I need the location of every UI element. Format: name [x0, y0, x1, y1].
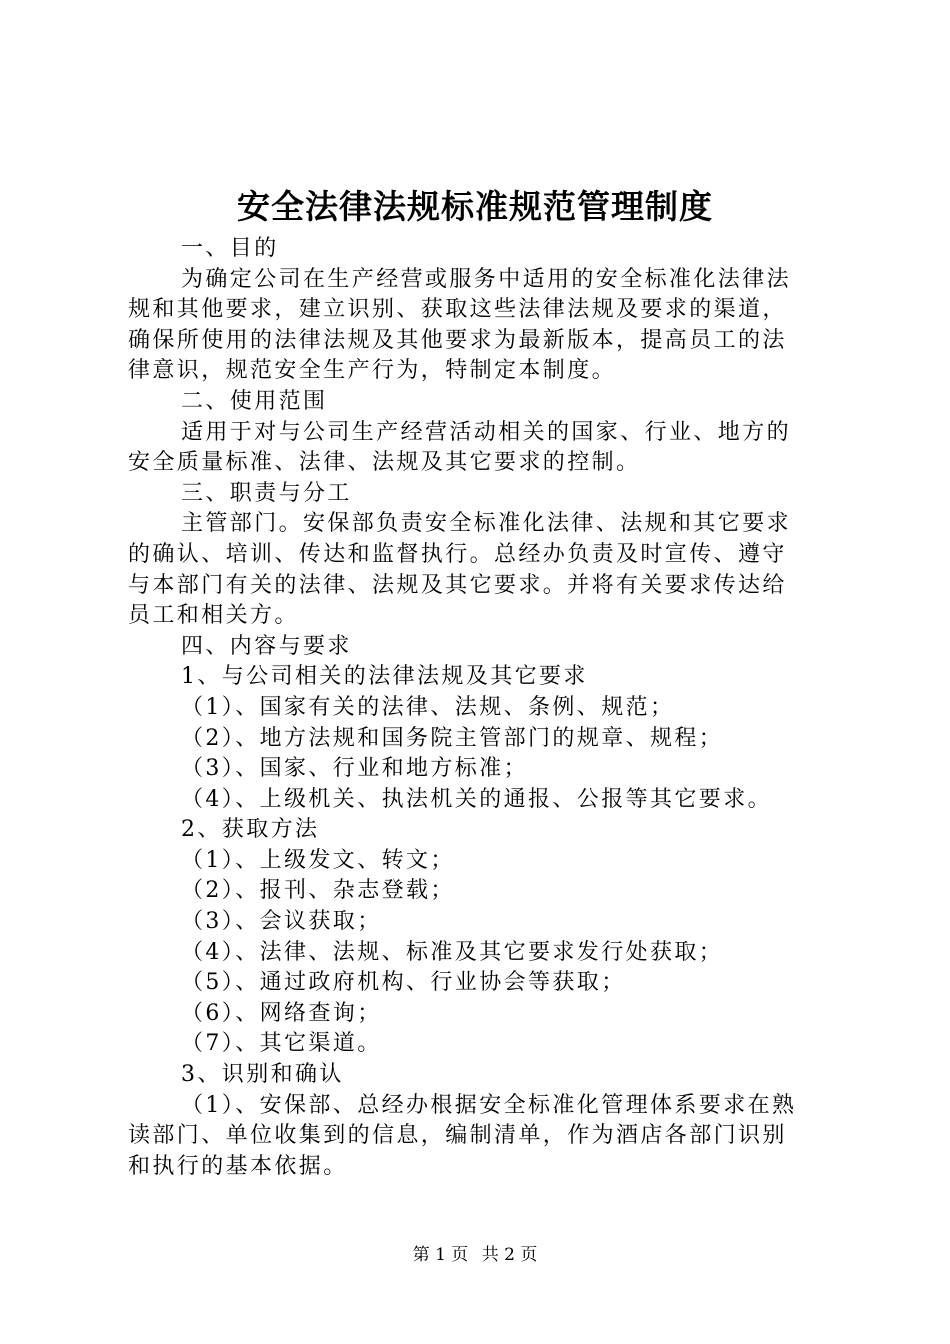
- text-line: （1）、上级发文、转文；: [181, 847, 455, 873]
- text-line: （2）、报刊、杂志登载；: [181, 878, 455, 904]
- text-line: 和执行的基本依据。: [128, 1153, 348, 1179]
- document-title: 安全法律法规标准规范管理制度: [237, 187, 713, 226]
- text-line: 二、使用范围: [181, 388, 328, 414]
- page-footer: [0, 1243, 950, 1267]
- page-number: 第 1 页: [412, 1245, 469, 1265]
- text-line: （4）、法律、法规、标准及其它要求发行处获取；: [181, 939, 724, 965]
- text-line: 适用于对与公司生产经营活动相关的国家、行业、地方的: [181, 419, 792, 445]
- text-line: 一、目的: [181, 236, 279, 261]
- text-line: 3、识别和确认: [181, 1062, 344, 1088]
- text-line: 1、与公司相关的法律法规及其它要求: [181, 664, 588, 690]
- text-line: 确保所使用的法律法规及其他要求为最新版本，提高员工的法: [128, 327, 787, 353]
- page-total: 共 2 页: [481, 1245, 538, 1265]
- text-line: 为确定公司在生产经营或服务中适用的安全标准化法律法: [181, 266, 792, 292]
- text-line: （1）、国家有关的法律、法规、条例、规范；: [181, 694, 675, 720]
- text-line: （3）、会议获取；: [181, 909, 382, 935]
- document-body: [128, 234, 830, 1182]
- text-line: 的确认、培训、传达和监督执行。总经办负责及时宣传、遵守: [128, 541, 787, 567]
- text-line: （2）、地方法规和国务院主管部门的规章、规程；: [181, 725, 724, 751]
- text-line: 员工和相关方。: [128, 603, 299, 629]
- text-line: （3）、国家、行业和地方标准；: [181, 756, 528, 782]
- text-line: 2、获取方法: [181, 817, 320, 843]
- text-line: 四、内容与要求: [181, 633, 352, 659]
- text-line: 与本部门有关的法律、法规及其它要求。并将有关要求传达给: [128, 572, 787, 598]
- text-line: 规和其他要求，建立识别、获取这些法律法规及要求的渠道，: [128, 297, 787, 323]
- text-line: （5）、通过政府机构、行业协会等获取；: [181, 970, 626, 996]
- text-line: 安全质量标准、法律、法规及其它要求的控制。: [128, 450, 641, 476]
- text-line: 读部门、单位收集到的信息，编制清单，作为酒店各部门识别: [128, 1123, 787, 1149]
- text-line: （4）、上级机关、执法机关的通报、公报等其它要求。: [181, 786, 772, 812]
- text-line: 主管部门。安保部负责安全标准化法律、法规和其它要求: [181, 511, 792, 537]
- text-line: （1）、安保部、总经办根据安全标准化管理体系要求在熟: [181, 1092, 797, 1118]
- text-line: 律意识，规范安全生产行为，特制定本制度。: [128, 358, 617, 384]
- text-line: （7）、其它渠道。: [181, 1031, 382, 1057]
- text-line: （6）、网络查询；: [181, 1000, 382, 1026]
- text-line: 三、职责与分工: [181, 480, 352, 506]
